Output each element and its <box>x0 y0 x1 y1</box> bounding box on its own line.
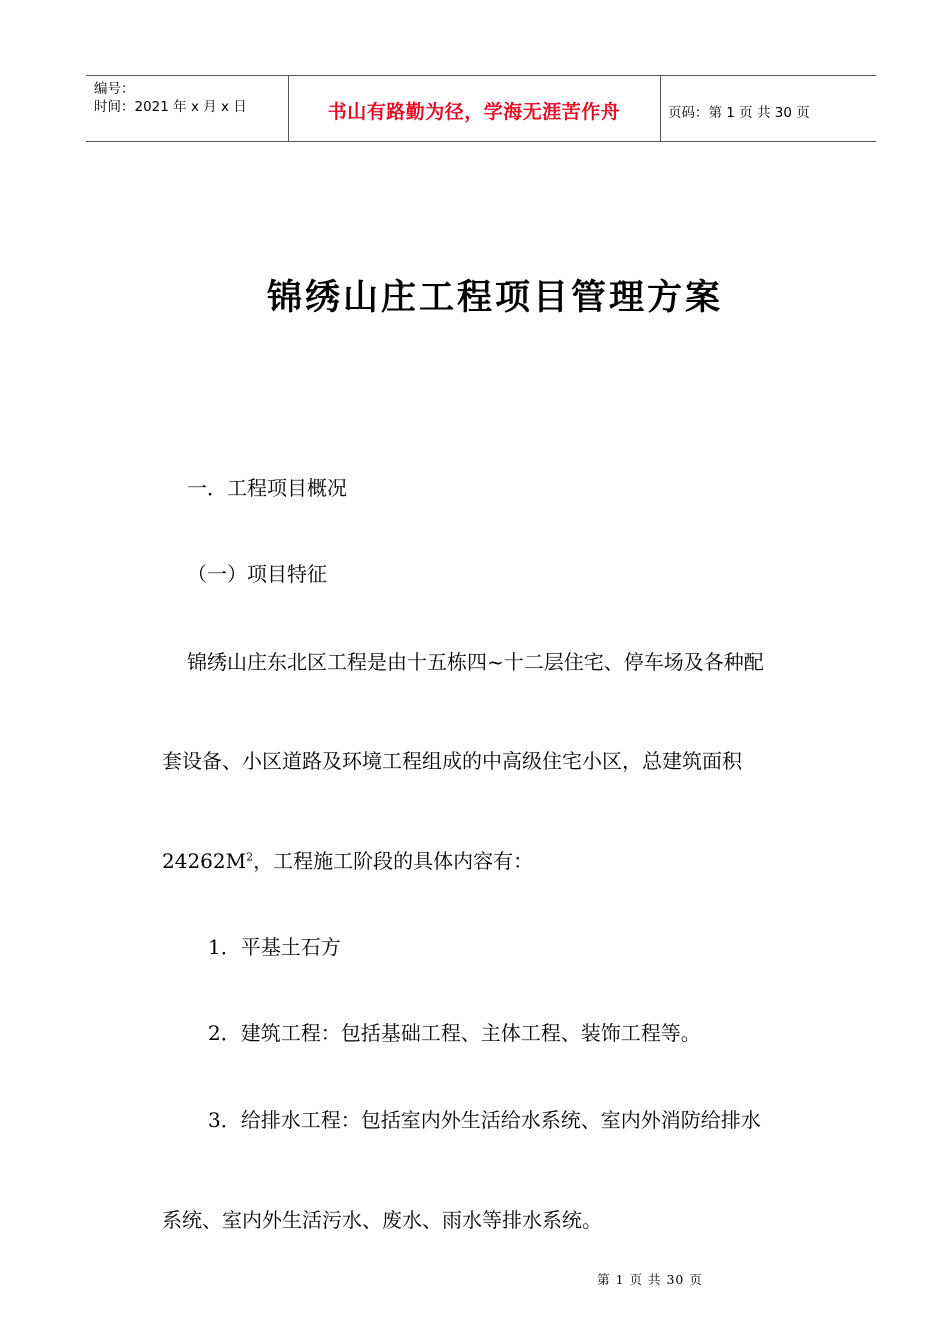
header-motto: 书山有路勤为径，学海无涯苦作舟 <box>327 101 621 123</box>
list-item-continuation: 系统、室内外生活污水、废水、雨水等排水系统。 <box>162 1208 602 1232</box>
subsection-heading: （一）项目特征 <box>187 562 327 586</box>
header-divider <box>660 76 661 142</box>
page-footer: 第 1 页 共 30 页 <box>597 1272 703 1287</box>
document-title: 锦绣山庄工程项目管理方案 <box>266 278 723 318</box>
paragraph-line: 套设备、小区道路及环境工程组成的中高级住宅小区，总建筑面积 <box>162 749 742 773</box>
paragraph-text: ，工程施工阶段的具体内容有： <box>253 849 534 873</box>
paragraph-line: 锦绣山庄东北区工程是由十五栋四~十二层住宅、停车场及各种配 <box>187 650 764 674</box>
header-meta <box>94 80 247 116</box>
header-page-info: 页码：第 1 页 共 30 页 <box>668 105 810 121</box>
area-value: 24262M <box>162 849 247 873</box>
list-item: 1．平基土石方 <box>208 935 341 959</box>
area-unit-superscript: 2 <box>246 850 254 864</box>
document-number-label: 编号： <box>94 81 135 97</box>
list-item: 2．建筑工程：包括基础工程、主体工程、装饰工程等。 <box>208 1021 701 1045</box>
list-item: 3．给排水工程：包括室内外生活给水系统、室内外消防给排水 <box>208 1108 761 1132</box>
document-time-label: 时间：2021 年 x 月 x 日 <box>94 99 247 115</box>
section-heading: 一．工程项目概况 <box>187 476 347 500</box>
paragraph-line <box>162 845 533 874</box>
page-header <box>86 75 876 142</box>
